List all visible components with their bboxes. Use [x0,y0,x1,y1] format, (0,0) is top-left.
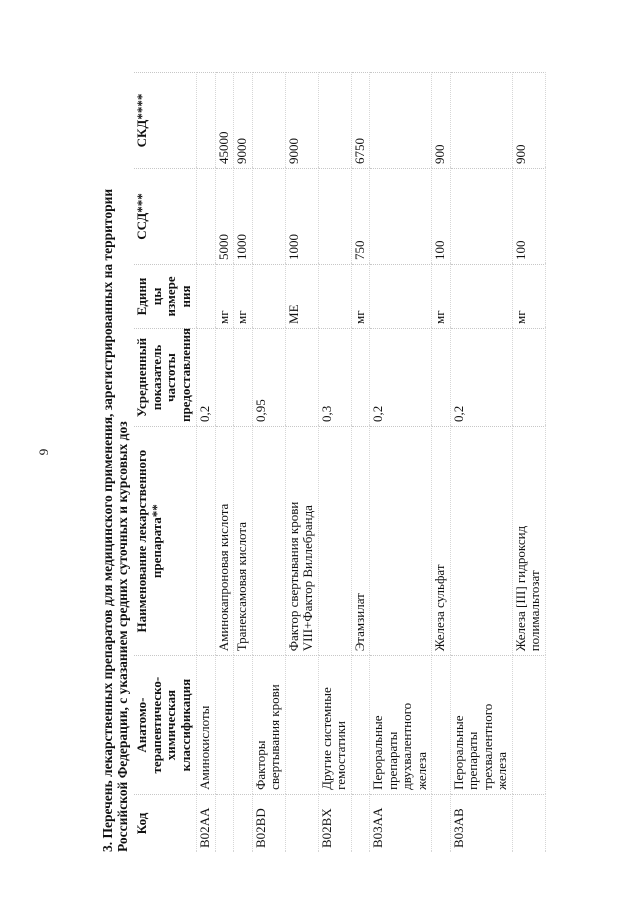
row-ssd: 1000 [234,169,253,265]
row-average-frequency: 0,95 [252,328,285,426]
row-average-frequency [432,328,451,426]
header-code: Код [134,794,197,852]
row-average-frequency: 0,2 [450,328,512,426]
row-drug-name [252,427,285,656]
row-code: B03AA [370,794,432,852]
row-ssd: 5000 [215,169,234,265]
header-drug-name: Наименование лекарственного препарата** [134,427,197,656]
row-ssd: 100 [512,169,545,265]
row-atc: Пероральные препараты трехвалентного железа [450,656,512,795]
row-drug-name: Железа [III] гидроксид полимальтозат [512,427,545,656]
row-average-frequency: 0,2 [370,328,432,426]
row-unit: мг [215,264,234,328]
header-skd: СКД**** [134,73,197,169]
row-drug-name: Аминокапроновая кислота [215,427,234,656]
row-average-frequency [215,328,234,426]
row-code: B02BD [252,794,285,852]
row-code: B02AA [197,794,216,852]
table-row [512,73,545,853]
row-skd: 900 [512,73,545,169]
row-unit: мг [351,264,370,328]
row-drug-name: Этамзилат [351,427,370,656]
row-skd: 9000 [234,73,253,169]
row-skd: 900 [432,73,451,169]
table-row [285,73,318,853]
row-average-frequency [351,328,370,426]
row-ssd [197,169,216,265]
row-unit: мг [234,264,253,328]
row-skd: 9000 [285,73,318,169]
heading-line-1: 3. Перечень лекарственных препаратов для медицинского применения, зарегистрированных на территории [100,188,115,852]
row-drug-name [370,427,432,656]
heading-line-2: Российской Федерации, с указанием средних суточных и курсовых доз [115,421,130,852]
table-row [450,73,512,853]
row-atc: Факторы свертывания крови [252,656,285,795]
table-row [234,73,253,853]
table-row [432,73,451,853]
row-skd: 45000 [215,73,234,169]
row-average-frequency: 0,3 [318,328,351,426]
header-atc: Анатомо- терапевтическо- химическая классификация [134,656,197,795]
row-drug-name: Железа сульфат [432,427,451,656]
page-number: 9 [36,448,51,456]
row-drug-name [318,427,351,656]
row-atc: Пероральные препараты двухвалентного железа [370,656,432,795]
row-average-frequency [234,328,253,426]
table-row [351,73,370,853]
row-ssd: 1000 [285,169,318,265]
row-atc: Другие системные гемостатики [318,656,351,795]
table-row [252,73,285,853]
table-row [197,73,216,853]
row-code: B03AB [450,794,512,852]
row-unit: ME [285,264,318,328]
row-drug-name: Транексамовая кислота [234,427,253,656]
row-ssd: 100 [432,169,451,265]
table-row [215,73,234,853]
row-skd: 6750 [351,73,370,169]
table-row [318,73,351,853]
row-atc: Аминокислоты [197,656,216,795]
drug-dose-table [134,72,546,852]
row-unit [197,264,216,328]
row-drug-name [450,427,512,656]
row-skd [197,73,216,169]
row-unit: мг [432,264,451,328]
header-ssd: ССД*** [134,169,197,265]
row-drug-name: Фактор свертывания крови VIII+Фактор Виллебранда [285,427,318,656]
table-header-row [134,73,197,853]
row-drug-name [197,427,216,656]
rotated-page-content [100,52,640,852]
row-average-frequency [512,328,545,426]
row-unit: мг [512,264,545,328]
header-units: Едини цы измере ния [134,264,197,328]
row-code: B02BX [318,794,351,852]
section-heading [100,52,130,852]
row-average-frequency: 0,2 [197,328,216,426]
row-ssd: 750 [351,169,370,265]
header-average-frequency: Усредненный показатель частоты предоставления [134,328,197,426]
row-average-frequency [285,328,318,426]
table-row [370,73,432,853]
